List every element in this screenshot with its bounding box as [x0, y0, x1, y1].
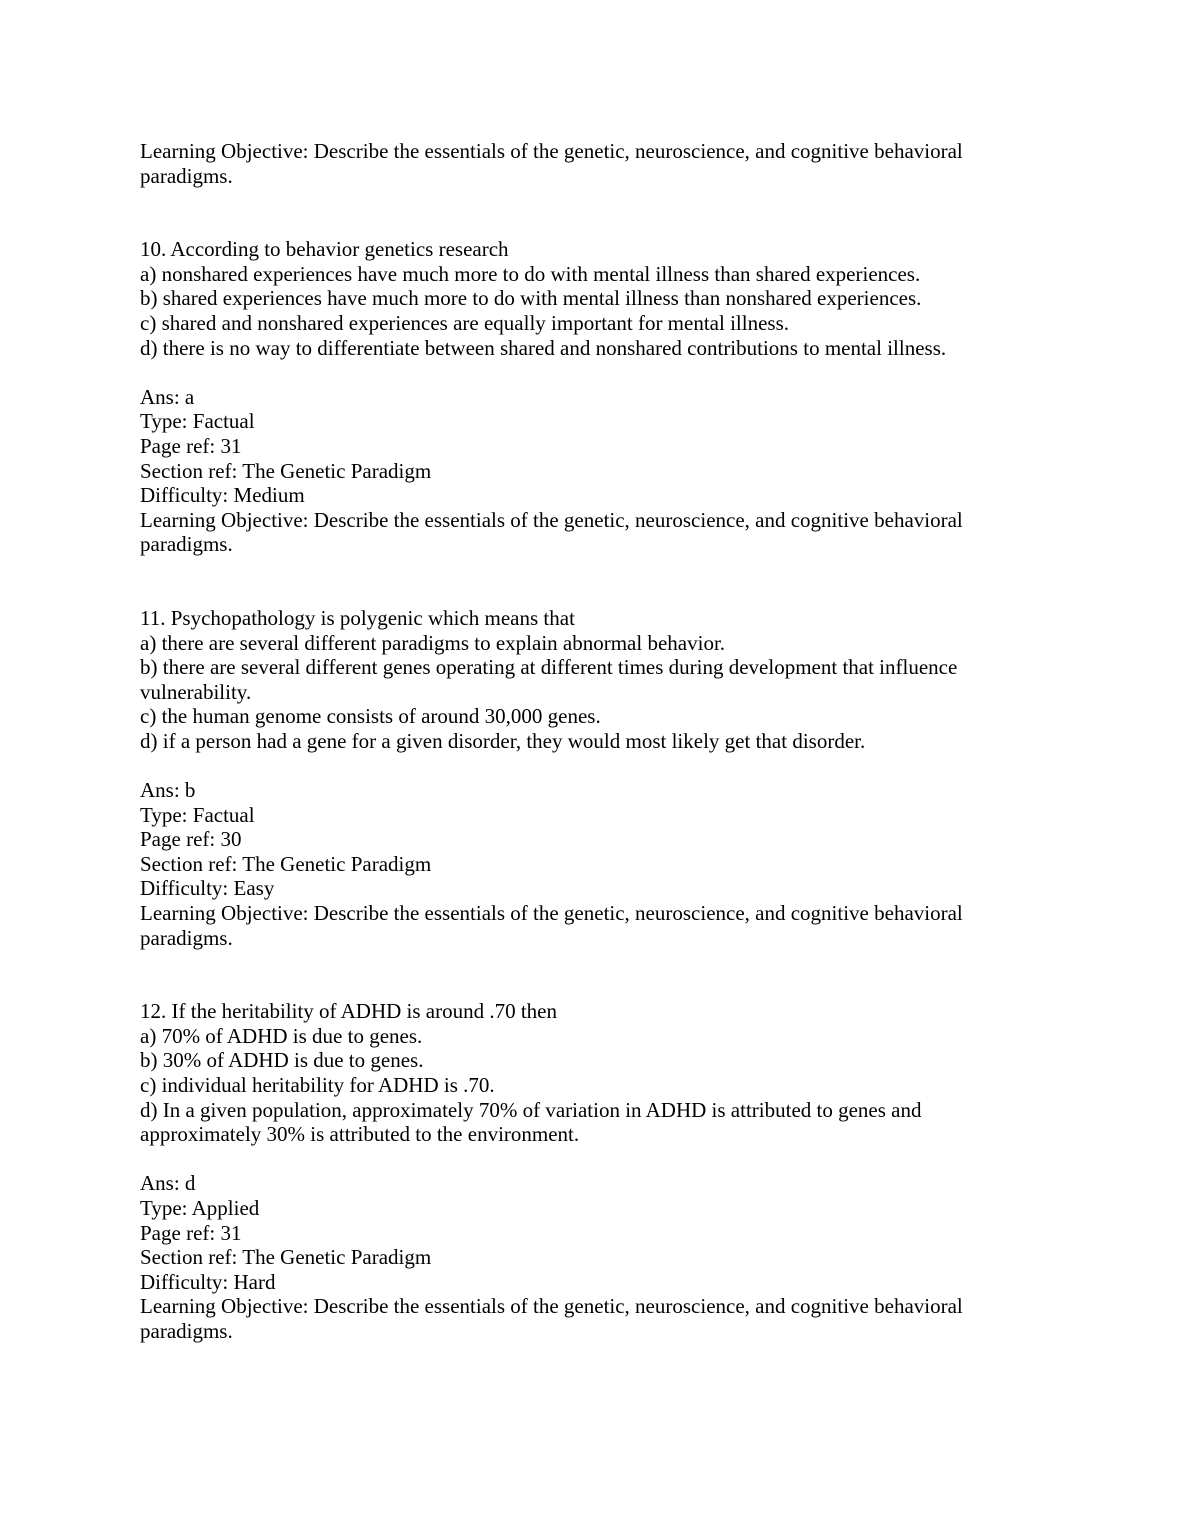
- section-reference: Section ref: The Genetic Paradigm: [140, 851, 432, 876]
- question-10: [140, 237, 1020, 557]
- answer-option-d: d) if a person had a gene for a given disorder, they would most likely get that disorder.: [140, 728, 866, 753]
- answer-option-a: a) 70% of ADHD is due to genes.: [140, 1023, 423, 1048]
- difficulty-level: Difficulty: Hard: [140, 1269, 276, 1294]
- answer-option-a: a) nonshared experiences have much more to do with mental illness than shared experiences.: [140, 261, 921, 286]
- learning-objective-text: Learning Objective: Describe the essentials of the genetic, neuroscience, and cognitive behavioral paradigms.: [140, 1294, 963, 1343]
- question-type: Type: Applied: [140, 1195, 260, 1220]
- section-spacer: [140, 557, 1020, 606]
- answer-option-c: c) shared and nonshared experiences are equally important for mental illness.: [140, 310, 790, 335]
- answer-option-b: b) 30% of ADHD is due to genes.: [140, 1048, 424, 1073]
- learning-objective-text: Learning Objective: Describe the essentials of the genetic, neuroscience, and cognitive behavioral paradigms.: [140, 901, 963, 950]
- answer-option-c: c) individual heritability for ADHD is .70.: [140, 1073, 495, 1097]
- spacer: [140, 360, 1020, 385]
- question-stem: 11. Psychopathology is polygenic which means that: [140, 605, 575, 630]
- spacer: [140, 1147, 1020, 1172]
- spacer: [140, 753, 1020, 778]
- answer-key: Ans: d: [140, 1171, 196, 1196]
- question-stem: 10. According to behavior genetics research: [140, 237, 509, 262]
- section-spacer: [140, 188, 1020, 237]
- section-reference: Section ref: The Genetic Paradigm: [140, 1245, 432, 1270]
- question-12: [140, 999, 1020, 1343]
- question-type: Type: Factual: [140, 802, 255, 827]
- answer-option-a: a) there are several different paradigms to explain abnormal behavior.: [140, 630, 726, 655]
- page-reference: Page ref: 31: [140, 1220, 242, 1245]
- difficulty-level: Difficulty: Medium: [140, 483, 305, 508]
- question-type: Type: Factual: [140, 409, 255, 434]
- page-reference: Page ref: 30: [140, 827, 242, 852]
- question-11: [140, 606, 1020, 950]
- answer-option-b: b) there are several different genes operating at different times during development that influence vulnerability.: [140, 655, 958, 704]
- answer-option-d: d) In a given population, approximately 70% of variation in ADHD is attributed to genes and approximately 30% is attributed to the environment.: [140, 1097, 922, 1147]
- answer-key: Ans: b: [140, 778, 196, 803]
- answer-key: Ans: a: [140, 384, 195, 409]
- answer-option-c: c) the human genome consists of around 30,000 genes.: [140, 704, 601, 729]
- section-reference: Section ref: The Genetic Paradigm: [140, 458, 432, 483]
- question-stem: 12. If the heritability of ADHD is around .70 then: [140, 999, 558, 1024]
- section-spacer: [140, 950, 1020, 999]
- page-reference: Page ref: 31: [140, 433, 242, 458]
- learning-objective-text: Learning Objective: Describe the essentials of the genetic, neuroscience, and cognitive behavioral paradigms.: [140, 507, 963, 557]
- document-page: [140, 139, 1020, 1344]
- difficulty-level: Difficulty: Easy: [140, 876, 275, 901]
- learning-objective-text: Learning Objective: Describe the essentials of the genetic, neuroscience, and cognitive behavioral paradigms.: [140, 139, 963, 188]
- answer-option-b: b) shared experiences have much more to do with mental illness than nonshared experiences.: [140, 286, 922, 311]
- answer-option-d: d) there is no way to differentiate between shared and nonshared contributions to mental illness.: [140, 335, 947, 360]
